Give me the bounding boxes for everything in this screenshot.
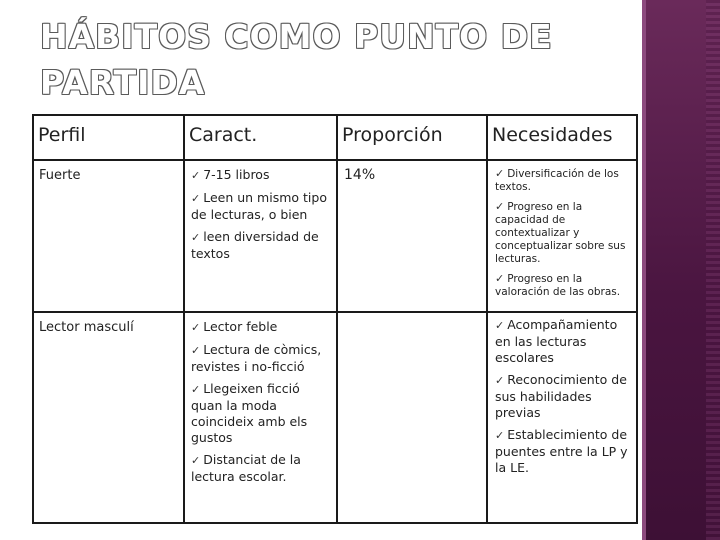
sidebar-band	[642, 0, 646, 540]
item-text: Establecimiento de puentes entre la LP y la LE.	[495, 427, 628, 475]
check-icon: ✓	[191, 169, 201, 182]
check-icon: ✓	[495, 374, 505, 387]
item-text: Progreso en la capacidad de contextualizar y conceptualizar sobre sus lecturas.	[495, 201, 626, 265]
list-item	[191, 319, 330, 336]
list-item	[495, 317, 631, 366]
list-item	[191, 452, 330, 485]
decorative-sidebar	[642, 0, 720, 540]
check-icon: ✓	[495, 200, 505, 213]
list-item	[191, 229, 330, 262]
perfil-cell: Lector masculí	[33, 312, 184, 523]
item-text: Reconocimiento de sus habilidades previas	[495, 372, 627, 420]
item-text: Acompañamiento en las lecturas escolares	[495, 317, 618, 365]
check-icon: ✓	[191, 344, 201, 357]
item-text: Distanciat de la lectura escolar.	[191, 452, 301, 484]
proporcion-cell	[337, 312, 487, 523]
header-perfil: Perfil	[33, 115, 184, 160]
perfil-cell: Fuerte	[33, 160, 184, 312]
item-text: leen diversidad de textos	[191, 229, 319, 261]
table-row	[33, 312, 637, 523]
caract-cell	[184, 312, 337, 523]
list-item	[191, 190, 330, 223]
item-text: Progreso en la valoración de las obras.	[495, 273, 621, 298]
item-text: Lector feble	[203, 319, 278, 334]
check-icon: ✓	[191, 321, 201, 334]
list-item	[191, 381, 330, 446]
necesidades-cell	[487, 160, 637, 312]
header-necesidades: Necesidades	[487, 115, 637, 160]
item-text: 7-15 libros	[203, 167, 270, 182]
necesidades-cell	[487, 312, 637, 523]
check-icon: ✓	[191, 454, 201, 467]
check-icon: ✓	[191, 231, 201, 244]
slide-title: HÁBITOS COMO PUNTO DE PARTIDA	[40, 17, 553, 102]
proporcion-cell: 14%	[337, 160, 487, 312]
table-row	[33, 160, 637, 312]
check-icon: ✓	[191, 192, 201, 205]
list-item	[191, 342, 330, 375]
list-item	[495, 200, 631, 266]
check-icon: ✓	[191, 383, 201, 396]
list-item	[495, 272, 631, 299]
check-icon: ✓	[495, 167, 505, 180]
header-proporcion: Proporción	[337, 115, 487, 160]
check-icon: ✓	[495, 272, 505, 285]
item-text: Leen un mismo tipo de lecturas, o bien	[191, 190, 327, 222]
habits-table	[32, 114, 638, 524]
list-item	[495, 167, 631, 194]
table-header-row	[33, 115, 637, 160]
list-item	[495, 427, 631, 476]
header-caract: Caract.	[184, 115, 337, 160]
check-icon: ✓	[495, 429, 505, 442]
sidebar-texture	[706, 0, 720, 540]
list-item	[495, 372, 631, 421]
list-item	[191, 167, 330, 184]
item-text: Lectura de còmics, revistes i no-ficció	[191, 342, 322, 374]
item-text: Llegeixen ficció quan la moda coincideix amb els gustos	[191, 381, 308, 445]
caract-cell	[184, 160, 337, 312]
check-icon: ✓	[495, 319, 505, 332]
item-text: Diversificación de los textos.	[495, 168, 619, 193]
